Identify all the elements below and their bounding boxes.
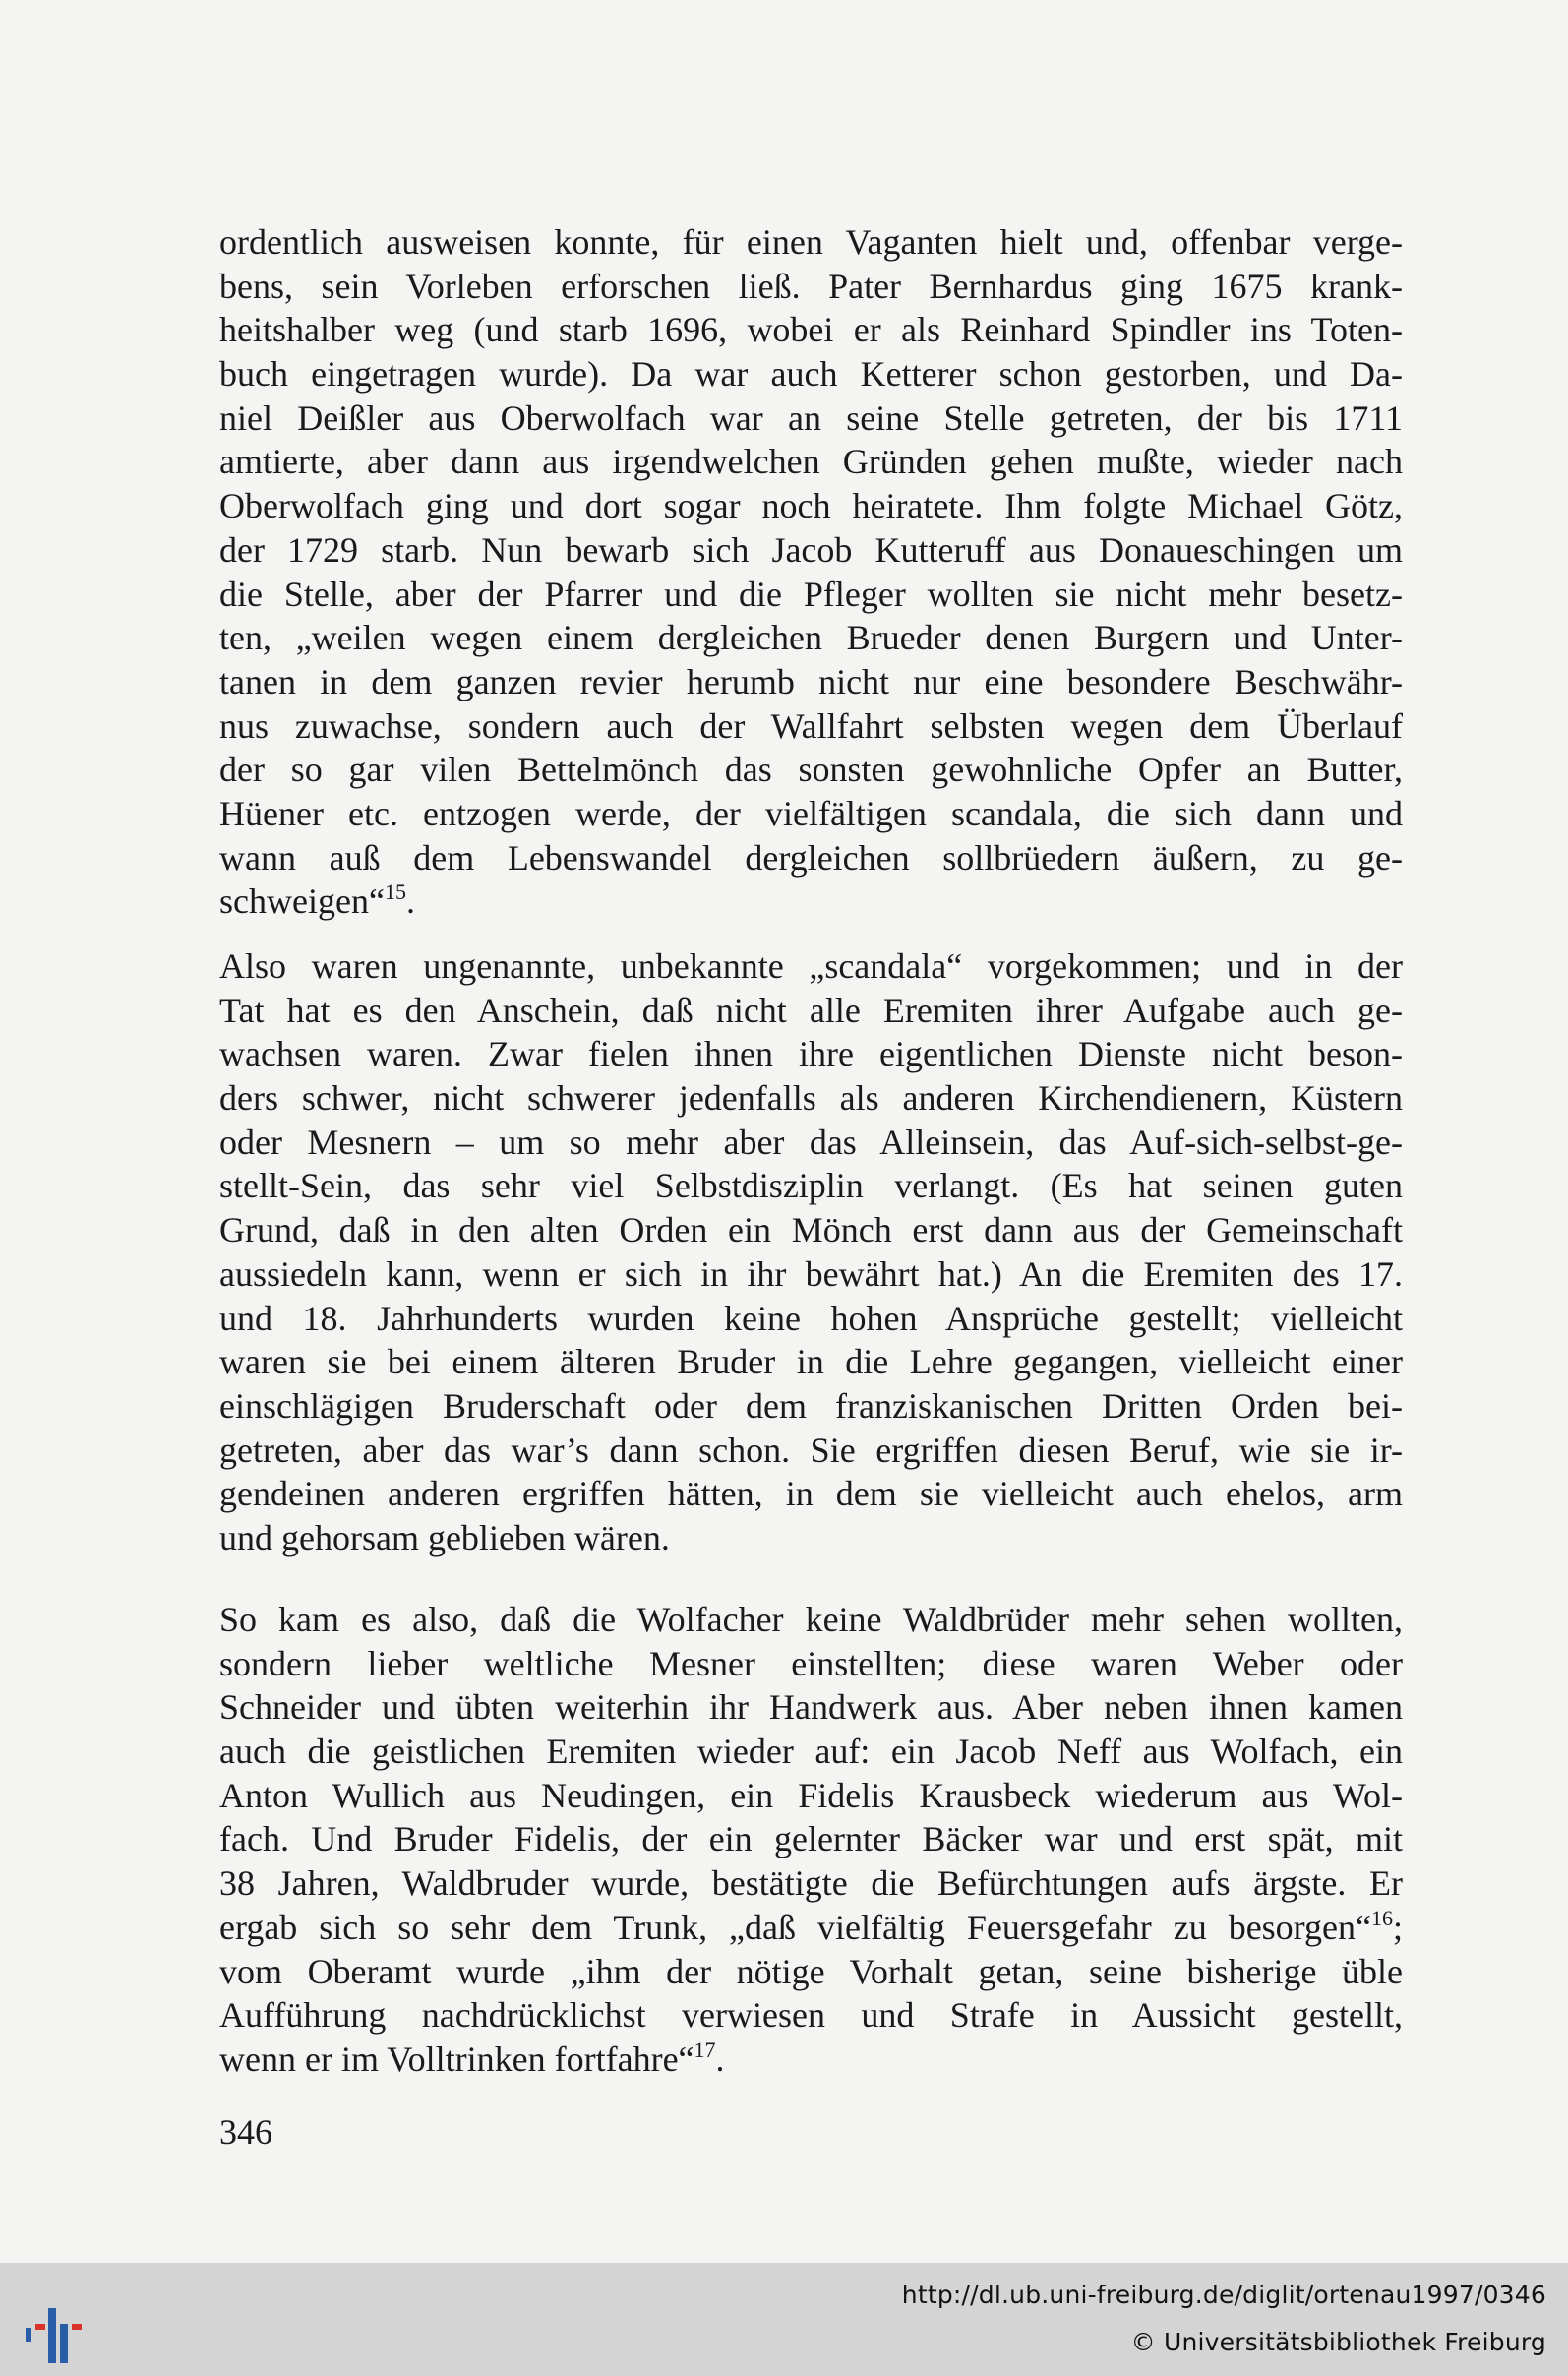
text-line — [219, 1208, 1403, 1252]
text-line — [219, 1598, 1403, 1642]
line-text: die Stelle, aber der Pfarrer und die Pfleger wollten sie nicht mehr besetz- — [219, 574, 1403, 614]
line-text: niel Deißler aus Oberwolfach war an seine Stelle getreten, der bis 1711 — [219, 397, 1403, 438]
text-line — [219, 1950, 1403, 1994]
text-line — [219, 1032, 1403, 1076]
line-text: der so gar vilen Bettelmönch das sonsten gewohnliche Opfer an Butter, — [219, 750, 1403, 790]
line-text: So kam es also, daß die Wolfacher keine Waldbrüder mehr sehen wollten, — [219, 1600, 1403, 1639]
line-text: getreten, aber das war’s dann schon. Sie ergriffen diesen Beruf, wie sie ir- — [219, 1430, 1403, 1470]
line-text: ten, „weilen wegen einem dergleichen Brueder denen Burgern und Unter- — [219, 618, 1403, 658]
text-line — [219, 944, 1403, 989]
line-text: der 1729 starb. Nun bewarb sich Jacob Kutteruff aus Donaueschingen um — [219, 529, 1403, 570]
line-text: 38 Jahren, Waldbruder wurde, bestätigte die Befürchtungen aufs ärgste. Er — [219, 1863, 1403, 1904]
line-text: bens, sein Vorleben erforschen ließ. Pater Bernhardus ging 1675 krank- — [219, 266, 1403, 306]
logo-bar-red-left — [35, 2324, 45, 2330]
footnote-marker: 16 — [1370, 1905, 1393, 1930]
text-line — [219, 1121, 1403, 1165]
text-line — [219, 220, 1403, 265]
text-line — [219, 1076, 1403, 1121]
line-text: amtierte, aber dann aus irgendwelchen Gründen gehen mußte, wieder nach — [219, 442, 1403, 482]
line-text: und 18. Jahrhunderts wurden keine hohen Ansprüche gestellt; vielleicht — [219, 1298, 1403, 1338]
text-line — [219, 880, 1403, 924]
line-text: ordentlich ausweisen konnte, für einen Vaganten hielt und, offenbar verge- — [219, 222, 1403, 262]
line-text: wenn er im Volltrinken fortfahre“ — [219, 2039, 694, 2079]
text-line — [219, 396, 1403, 441]
line-text: Oberwolfach ging und dort sogar noch heiratete. Ihm folgte Michael Götz, — [219, 486, 1403, 526]
line-text: sondern lieber weltliche Mesner einstellten; diese waren Weber oder — [219, 1643, 1403, 1683]
text-line — [219, 836, 1403, 881]
text-line — [219, 528, 1403, 573]
line-text: einschlägigen Bruderschaft oder dem franziskanischen Dritten Orden bei- — [219, 1385, 1403, 1426]
footer-copyright: © Universitätsbibliothek Freiburg — [1130, 2328, 1546, 2356]
text-line — [219, 1817, 1403, 1861]
text-line — [219, 1516, 1403, 1560]
text-line — [219, 1429, 1403, 1473]
punctuation: ; — [1392, 1907, 1403, 1947]
line-text: nus zuwachse, sondern auch der Wallfahrt selbsten wegen dem Überlauf — [219, 705, 1403, 746]
text-line — [219, 352, 1403, 396]
text-line — [219, 792, 1403, 836]
text-line — [219, 1164, 1403, 1208]
text-line — [219, 573, 1403, 617]
text-line — [219, 989, 1403, 1033]
logo-bar-red-right — [72, 2324, 82, 2330]
text-line — [219, 1906, 1403, 1950]
line-text: ergab sich so sehr dem Trunk, „daß vielfältig Feuersgefahr zu besorgen“ — [219, 1907, 1371, 1947]
footnote-marker: 17 — [694, 2037, 716, 2062]
line-text: fach. Und Bruder Fidelis, der ein gelernter Bäcker war und erst spät, mit — [219, 1819, 1403, 1859]
text-line — [219, 265, 1403, 309]
text-line — [219, 616, 1403, 660]
line-text: Grund, daß in den alten Orden ein Mönch erst dann aus der Gemeinschaft — [219, 1210, 1403, 1250]
text-line — [219, 748, 1403, 792]
text-line — [219, 1642, 1403, 1686]
text-line — [219, 308, 1403, 352]
text-line — [219, 1774, 1403, 1818]
line-text: auch die geistlichen Eremiten wieder auf: ein Jacob Neff aus Wolfach, ein — [219, 1732, 1403, 1772]
logo-bar-blue-center — [48, 2308, 56, 2363]
line-text: tanen in dem ganzen revier herumb nicht nur eine besondere Beschwähr- — [219, 661, 1403, 701]
line-text: Anton Wullich aus Neudingen, ein Fidelis Krausbeck wiederum aus Wol- — [219, 1775, 1403, 1815]
text-line — [219, 1472, 1403, 1516]
text-line — [219, 1340, 1403, 1384]
line-text: heitshalber weg (und starb 1696, wobei er als Reinhard Spindler ins Toten- — [219, 310, 1403, 350]
line-text: Also waren ungenannte, unbekannte „scandala“ vorgekommen; und in der — [219, 946, 1403, 986]
ub-freiburg-logo-icon — [18, 2281, 106, 2369]
line-text: buch eingetragen wurde). Da war auch Ketterer schon gestorben, und Da- — [219, 354, 1403, 395]
text-line — [219, 440, 1403, 484]
text-line — [219, 1993, 1403, 2038]
text-line — [219, 1730, 1403, 1774]
logo-bar-blue-left — [26, 2328, 31, 2342]
punctuation: . — [405, 882, 415, 922]
text-line — [219, 2038, 1403, 2082]
text-line — [219, 1384, 1403, 1429]
line-text: vom Oberamt wurde „ihm der nötige Vorhalt getan, seine bisherige üble — [219, 1951, 1403, 1991]
footnote-marker: 15 — [384, 880, 406, 905]
text-line — [219, 1861, 1403, 1906]
text-line — [219, 1252, 1403, 1297]
line-text: wachsen waren. Zwar fielen ihnen ihre eigentlichen Dienste nicht beson- — [219, 1034, 1403, 1074]
line-text: oder Mesnern – um so mehr aber das Alleinsein, das Auf-sich-selbst-ge- — [219, 1122, 1403, 1162]
text-line — [219, 1685, 1403, 1730]
text-line — [219, 484, 1403, 528]
punctuation: . — [715, 2039, 725, 2079]
paragraph-3 — [219, 1598, 1403, 2082]
line-text: und gehorsam geblieben wären. — [219, 1517, 670, 1557]
line-text: Hüener etc. entzogen werde, der vielfältigen scandala, die sich dann und — [219, 793, 1403, 833]
paragraph-2 — [219, 944, 1403, 1560]
line-text: gendeinen anderen ergriffen hätten, in dem sie vielleicht auch ehelos, arm — [219, 1474, 1403, 1514]
paragraph-1 — [219, 220, 1403, 924]
line-text: stellt-Sein, das sehr viel Selbstdisziplin verlangt. (Es hat seinen guten — [219, 1166, 1403, 1206]
line-text: waren sie bei einem älteren Bruder in die Lehre gegangen, vielleicht einer — [219, 1342, 1403, 1382]
line-text: Schneider und übten weiterhin ihr Handwerk aus. Aber neben ihnen kamen — [219, 1687, 1403, 1728]
logo-bar-blue-right — [60, 2324, 68, 2363]
line-text: aussiedeln kann, wenn er sich in ihr bewährt hat.) An die Eremiten des 17. — [219, 1253, 1403, 1294]
line-text: wann auß dem Lebenswandel dergleichen sollbrüedern äußern, zu ge- — [219, 837, 1403, 878]
footer-url-link[interactable]: http://dl.ub.uni-freiburg.de/diglit/ortenau1997/0346 — [901, 2281, 1546, 2309]
page-number: 346 — [219, 2112, 272, 2152]
line-text: Aufführung nachdrücklichst verwiesen und Strafe in Aussicht gestellt, — [219, 1995, 1403, 2036]
line-text: ders schwer, nicht schwerer jedenfalls als anderen Kirchendienern, Küstern — [219, 1078, 1403, 1119]
footer-bar — [0, 2263, 1568, 2376]
text-line — [219, 1297, 1403, 1341]
text-line — [219, 660, 1403, 704]
line-text: Tat hat es den Anschein, daß nicht alle Eremiten ihrer Aufgabe auch ge- — [219, 990, 1403, 1030]
line-text: schweigen“ — [219, 882, 385, 922]
text-line — [219, 704, 1403, 749]
